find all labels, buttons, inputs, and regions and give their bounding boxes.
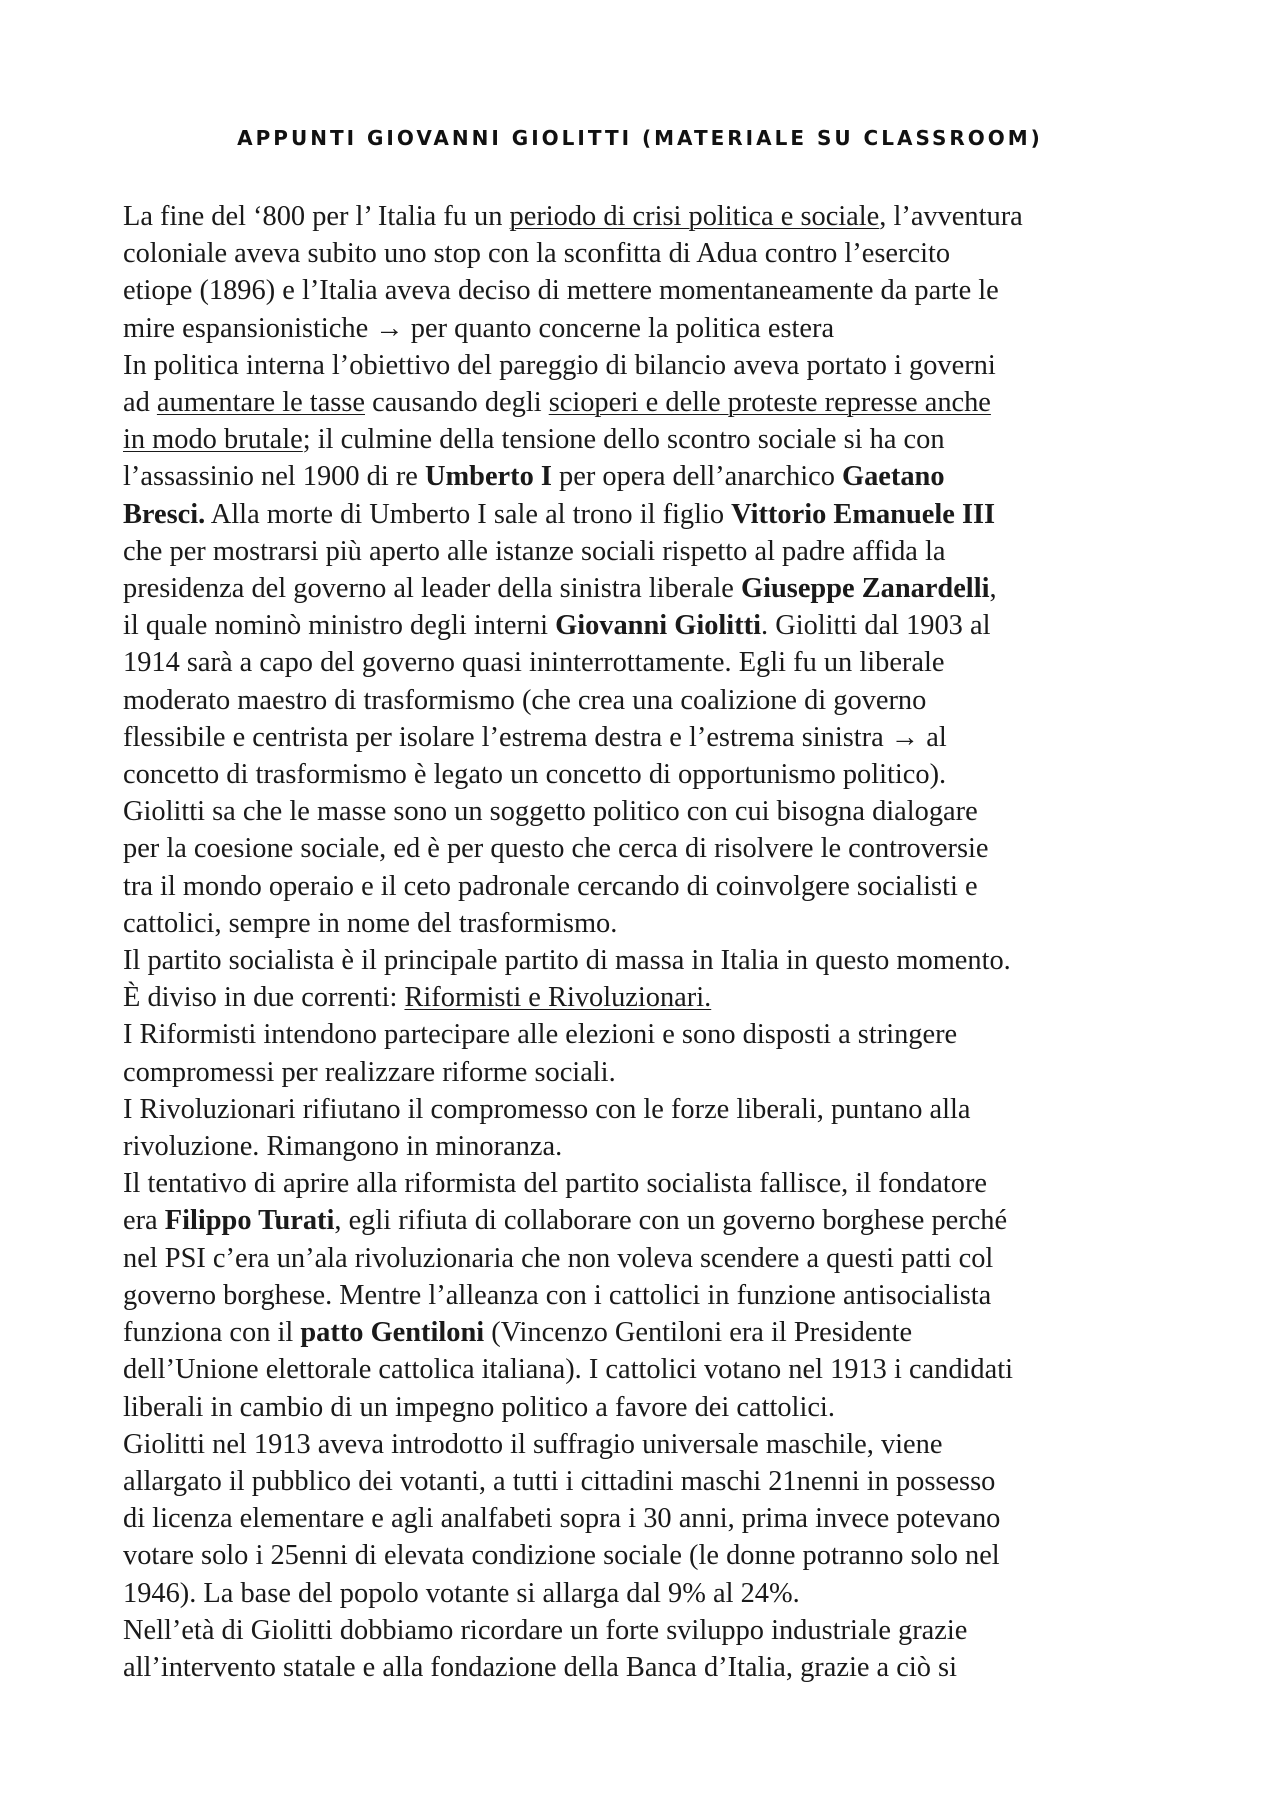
text-run: concetto di trasformismo è legato un concetto di opportunismo politico). xyxy=(123,759,947,791)
text-run: il quale nominò ministro degli interni xyxy=(123,610,556,642)
bold-text: Umberto I xyxy=(425,461,552,493)
bold-text: Gaetano xyxy=(842,461,945,493)
text-run: I Riformisti intendono partecipare alle elezioni e sono disposti a stringere xyxy=(123,1019,958,1051)
text-run: rivoluzione. Rimangono in minoranza. xyxy=(123,1131,563,1163)
text-run: funziona con il xyxy=(123,1317,301,1349)
text-run: . Giolitti dal 1903 al xyxy=(761,610,991,642)
text-run: causando degli xyxy=(365,387,549,419)
bold-text: Giuseppe Zanardelli xyxy=(741,573,990,605)
text-run: Il partito socialista è il principale partito di massa in Italia in questo momento. xyxy=(123,945,1011,977)
text-line xyxy=(123,1537,1163,1574)
text-line xyxy=(123,1649,1163,1686)
text-line xyxy=(123,347,1163,384)
text-line xyxy=(123,607,1163,644)
underlined-text: periodo di crisi politica e sociale xyxy=(509,201,880,232)
text-run: (Vincenzo Gentiloni era il Presidente xyxy=(484,1317,913,1349)
text-run: votare solo i 25enni di elevata condizione sociale (le donne potranno solo nel xyxy=(123,1540,1000,1572)
text-run: È diviso in due correnti: xyxy=(123,982,405,1014)
bold-text: Vittorio Emanuele III xyxy=(731,498,996,530)
text-line xyxy=(123,793,1163,830)
text-line xyxy=(123,942,1163,979)
text-run: per opera dell’anarchico xyxy=(551,461,843,493)
text-run: In politica interna l’obiettivo del pareggio di bilancio aveva portato i governi xyxy=(123,349,996,381)
text-line xyxy=(123,1128,1163,1165)
text-line xyxy=(123,682,1163,719)
text-run: mire espansionistiche → per quanto concerne la politica estera xyxy=(123,312,835,344)
text-line xyxy=(123,235,1163,272)
text-run: coloniale aveva subito uno stop con la sconfitta di Adua contro l’esercito xyxy=(123,238,951,270)
text-run: , xyxy=(989,573,997,605)
text-line xyxy=(123,979,1163,1016)
text-run: liberali in cambio di un impegno politico a favore dei cattolici. xyxy=(123,1391,835,1423)
text-run: nel PSI c’era un’ala rivoluzionaria che non voleva scendere a questi patti col xyxy=(123,1242,994,1274)
text-line xyxy=(123,756,1163,793)
text-run: tra il mondo operaio e il ceto padronale cercando di coinvolgere socialisti e xyxy=(123,870,978,902)
text-run: ; il culmine della tensione dello scontro sociale si ha con xyxy=(302,424,945,456)
text-line xyxy=(123,1091,1163,1128)
text-line xyxy=(123,1612,1163,1649)
text-run: di licenza elementare e agli analfabeti sopra i 30 anni, prima invece potevano xyxy=(123,1503,1001,1535)
underlined-text: Riformisti e Rivoluzionari. xyxy=(404,982,712,1014)
text-run: Nell’età di Giolitti dobbiamo ricordare un forte sviluppo industriale grazie xyxy=(123,1614,968,1646)
text-line xyxy=(123,272,1163,309)
text-line xyxy=(123,570,1163,607)
text-run: Giolitti sa che le masse sono un soggetto politico con cui bisogna dialogare xyxy=(123,796,978,828)
text-line xyxy=(123,1500,1163,1537)
text-line xyxy=(123,496,1163,533)
text-line xyxy=(123,458,1163,495)
text-run: etiope (1896) e l’Italia aveva deciso di mettere momentaneamente da parte le xyxy=(123,275,999,307)
text-line xyxy=(123,1314,1163,1351)
text-line xyxy=(123,1202,1163,1239)
text-run: l’assassinio nel 1900 di re xyxy=(123,461,425,493)
text-run: moderato maestro di trasformismo (che crea una coalizione di governo xyxy=(123,684,927,716)
text-run: per la coesione sociale, ed è per questo che cerca di risolvere le controversie xyxy=(123,833,989,865)
text-run: flessibile e centrista per isolare l’estrema destra e l’estrema sinistra → al xyxy=(123,721,947,753)
text-run: era xyxy=(123,1205,165,1237)
text-line xyxy=(123,1240,1163,1277)
text-line xyxy=(123,1389,1163,1426)
underlined-text: in modo brutale xyxy=(123,424,303,456)
text-run: governo borghese. Mentre l’alleanza con i cattolici in funzione antisocialista xyxy=(123,1279,992,1311)
text-run: che per mostrarsi più aperto alle istanze sociali rispetto al padre affida la xyxy=(123,535,946,567)
text-run: Il tentativo di aprire alla riformista del partito socialista fallisce, il fondatore xyxy=(123,1168,988,1200)
text-run: compromessi per realizzare riforme sociali. xyxy=(123,1056,616,1088)
text-run: , egli rifiuta di collaborare con un governo borghese perché xyxy=(334,1205,1008,1237)
text-run: I Rivoluzionari rifiutano il compromesso con le forze liberali, puntano alla xyxy=(123,1093,971,1125)
text-run: cattolici, sempre in nome del trasformismo. xyxy=(123,907,618,939)
text-line xyxy=(123,830,1163,867)
underlined-text: scioperi e delle proteste represse anche xyxy=(548,387,991,419)
text-line xyxy=(123,1165,1163,1202)
text-line xyxy=(123,198,1163,235)
text-line xyxy=(123,868,1163,905)
text-line xyxy=(123,310,1163,347)
text-line xyxy=(123,1463,1163,1500)
bold-text: Filippo Turati xyxy=(164,1205,335,1237)
text-run: dell’Unione elettorale cattolica italiana). I cattolici votano nel 1913 i candidati xyxy=(123,1354,1014,1386)
document-title: APPUNTI GIOVANNI GIOLITTI (MATERIALE SU CLASSROOM) xyxy=(237,126,1043,150)
bold-text: Giovanni Giolitti xyxy=(555,610,761,642)
bold-text: patto Gentiloni xyxy=(300,1317,485,1349)
text-run: 1914 sarà a capo del governo quasi ininterrottamente. Egli fu un liberale xyxy=(123,647,945,679)
text-line xyxy=(123,1016,1163,1053)
document-body xyxy=(123,198,1163,1686)
text-run: presidenza del governo al leader della sinistra liberale xyxy=(123,573,742,605)
text-run: ad xyxy=(123,387,157,419)
text-run: Giolitti nel 1913 aveva introdotto il suffragio universale maschile, viene xyxy=(123,1428,943,1460)
text-line xyxy=(123,1351,1163,1388)
text-line xyxy=(123,384,1163,421)
text-run: allargato il pubblico dei votanti, a tutti i cittadini maschi 21nenni in possesso xyxy=(123,1465,996,1497)
text-run: all’intervento statale e alla fondazione della Banca d’Italia, grazie a ciò si xyxy=(123,1651,957,1683)
text-line xyxy=(123,719,1163,756)
text-line xyxy=(123,1426,1163,1463)
text-run: Alla morte di Umberto I sale al trono il figlio xyxy=(205,498,732,530)
text-run: , l’avventura xyxy=(879,201,1023,232)
text-run: La fine del ‘800 per l’ Italia fu un xyxy=(123,201,510,232)
text-line xyxy=(123,1054,1163,1091)
text-line xyxy=(123,1277,1163,1314)
text-line xyxy=(123,644,1163,681)
text-line xyxy=(123,421,1163,458)
underlined-text: aumentare le tasse xyxy=(156,387,365,419)
text-run: 1946). La base del popolo votante si allarga dal 9% al 24%. xyxy=(123,1577,800,1609)
text-line xyxy=(123,1575,1163,1612)
text-line xyxy=(123,905,1163,942)
bold-text: Bresci. xyxy=(123,498,206,530)
text-line xyxy=(123,533,1163,570)
